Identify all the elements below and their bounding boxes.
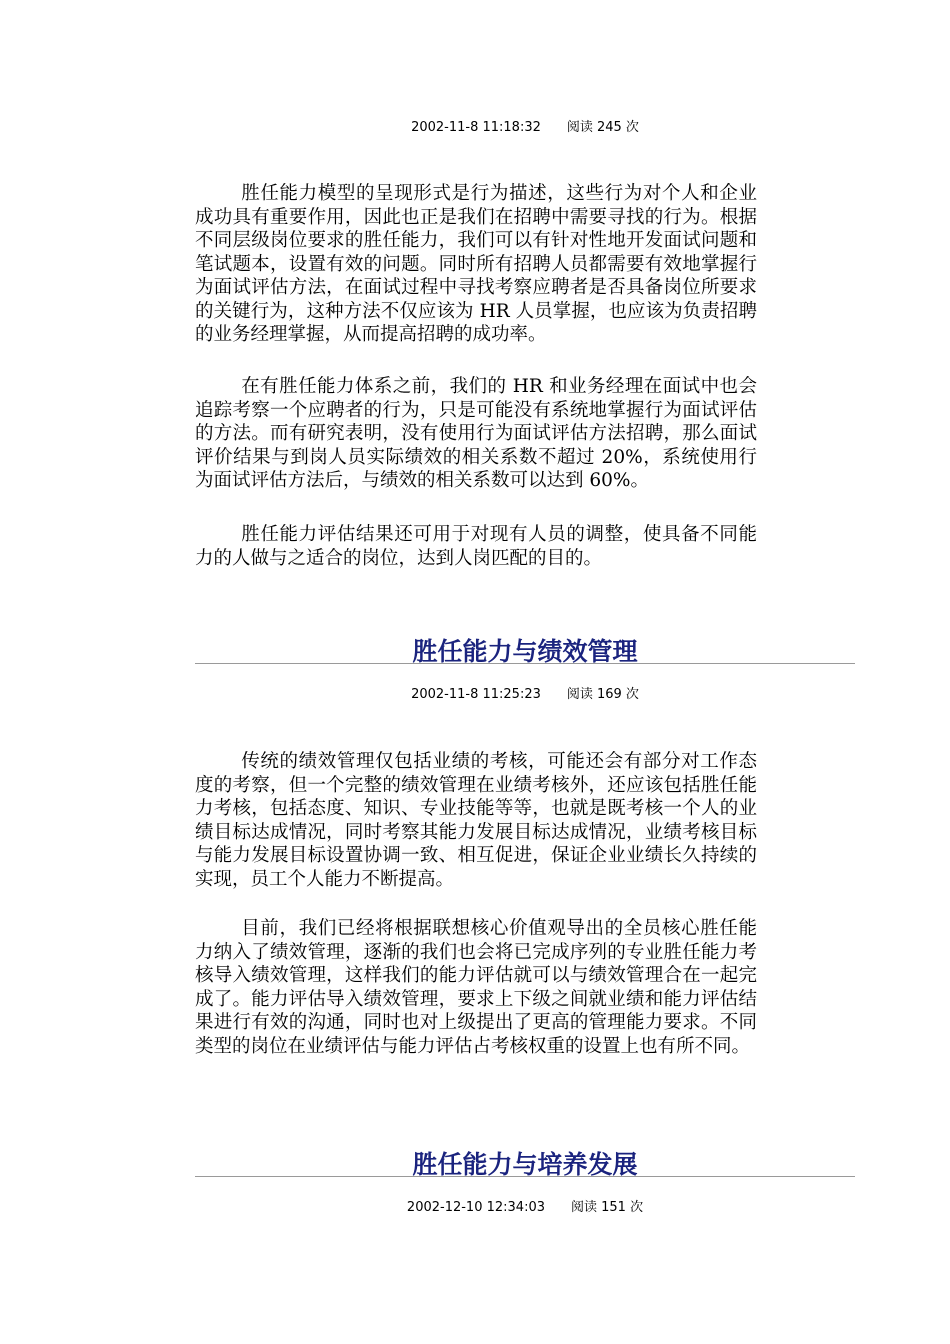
paragraph: 胜任能力模型的呈现形式是行为描述，这些行为对个人和企业成功具有重要作用，因此也正是我们在招聘中需要寻找的行为。根据不同层级岗位要求的胜任能力，我们可以有针对性地开发面试问题和笔试题本，设置有效的问题。同时所有招聘人员都需要有效地掌握行为面试评估方法，在面试过程中寻找考察应聘者是否具备岗位所要求的关键行为，这种方法不仅应该为 HR 人员掌握，也应该为负责招聘的业务经理掌握，从而提高招聘的成功率。 <box>195 183 757 345</box>
section-title: 胜任能力与培养发展 <box>412 1150 638 1179</box>
title-divider <box>195 663 855 664</box>
read-count: 阅读 169 次 <box>566 687 639 702</box>
publish-date: 2002-11-8 11:18:32 <box>411 120 541 135</box>
publish-date: 2002-11-8 11:25:23 <box>411 687 541 702</box>
title-divider <box>195 1176 855 1177</box>
paragraph: 在有胜任能力体系之前，我们的 HR 和业务经理在面试中也会追踪考察一个应聘者的行为，只是可能没有系统地掌握行为面试评估的方法。而有研究表明，没有使用行为面试评估方法招聘，那么面试评价结果与到岗人员实际绩效的相关系数不超过 20%，系统使用行为面试评估方法后，与绩效的相关系数可以达到 60%。 <box>195 376 757 491</box>
article-meta <box>195 1196 855 1215</box>
section-title: 胜任能力与绩效管理 <box>412 637 638 666</box>
article-meta <box>195 116 855 135</box>
publish-date: 2002-12-10 12:34:03 <box>406 1200 545 1215</box>
paragraph: 目前，我们已经将根据联想核心价值观导出的全员核心胜任能力纳入了绩效管理，逐渐的我们也会将已完成序列的专业胜任能力考核导入绩效管理，这样我们的能力评估就可以与绩效管理合在一起完成了。能力评估导入绩效管理，要求上下级之间就业绩和能力评估结果进行有效的沟通，同时也对上级提出了更高的管理能力要求。不同类型的岗位在业绩评估与能力评估占考核权重的设置上也有所不同。 <box>195 918 757 1057</box>
paragraph: 胜任能力评估结果还可用于对现有人员的调整，使具备不同能力的人做与之适合的岗位，达到人岗匹配的目的。 <box>195 524 757 569</box>
paragraph: 传统的绩效管理仅包括业绩的考核，可能还会有部分对工作态度的考察，但一个完整的绩效管理在业绩考核外，还应该包括胜任能力考核，包括态度、知识、专业技能等等，也就是既考核一个人的业绩目标达成情况，同时考察其能力发展目标达成情况，业绩考核目标与能力发展目标设置协调一致、相互促进，保证企业业绩长久持续的实现，员工个人能力不断提高。 <box>195 751 757 890</box>
read-count: 阅读 245 次 <box>566 120 639 135</box>
article-meta <box>195 683 855 702</box>
read-count: 阅读 151 次 <box>571 1200 644 1215</box>
